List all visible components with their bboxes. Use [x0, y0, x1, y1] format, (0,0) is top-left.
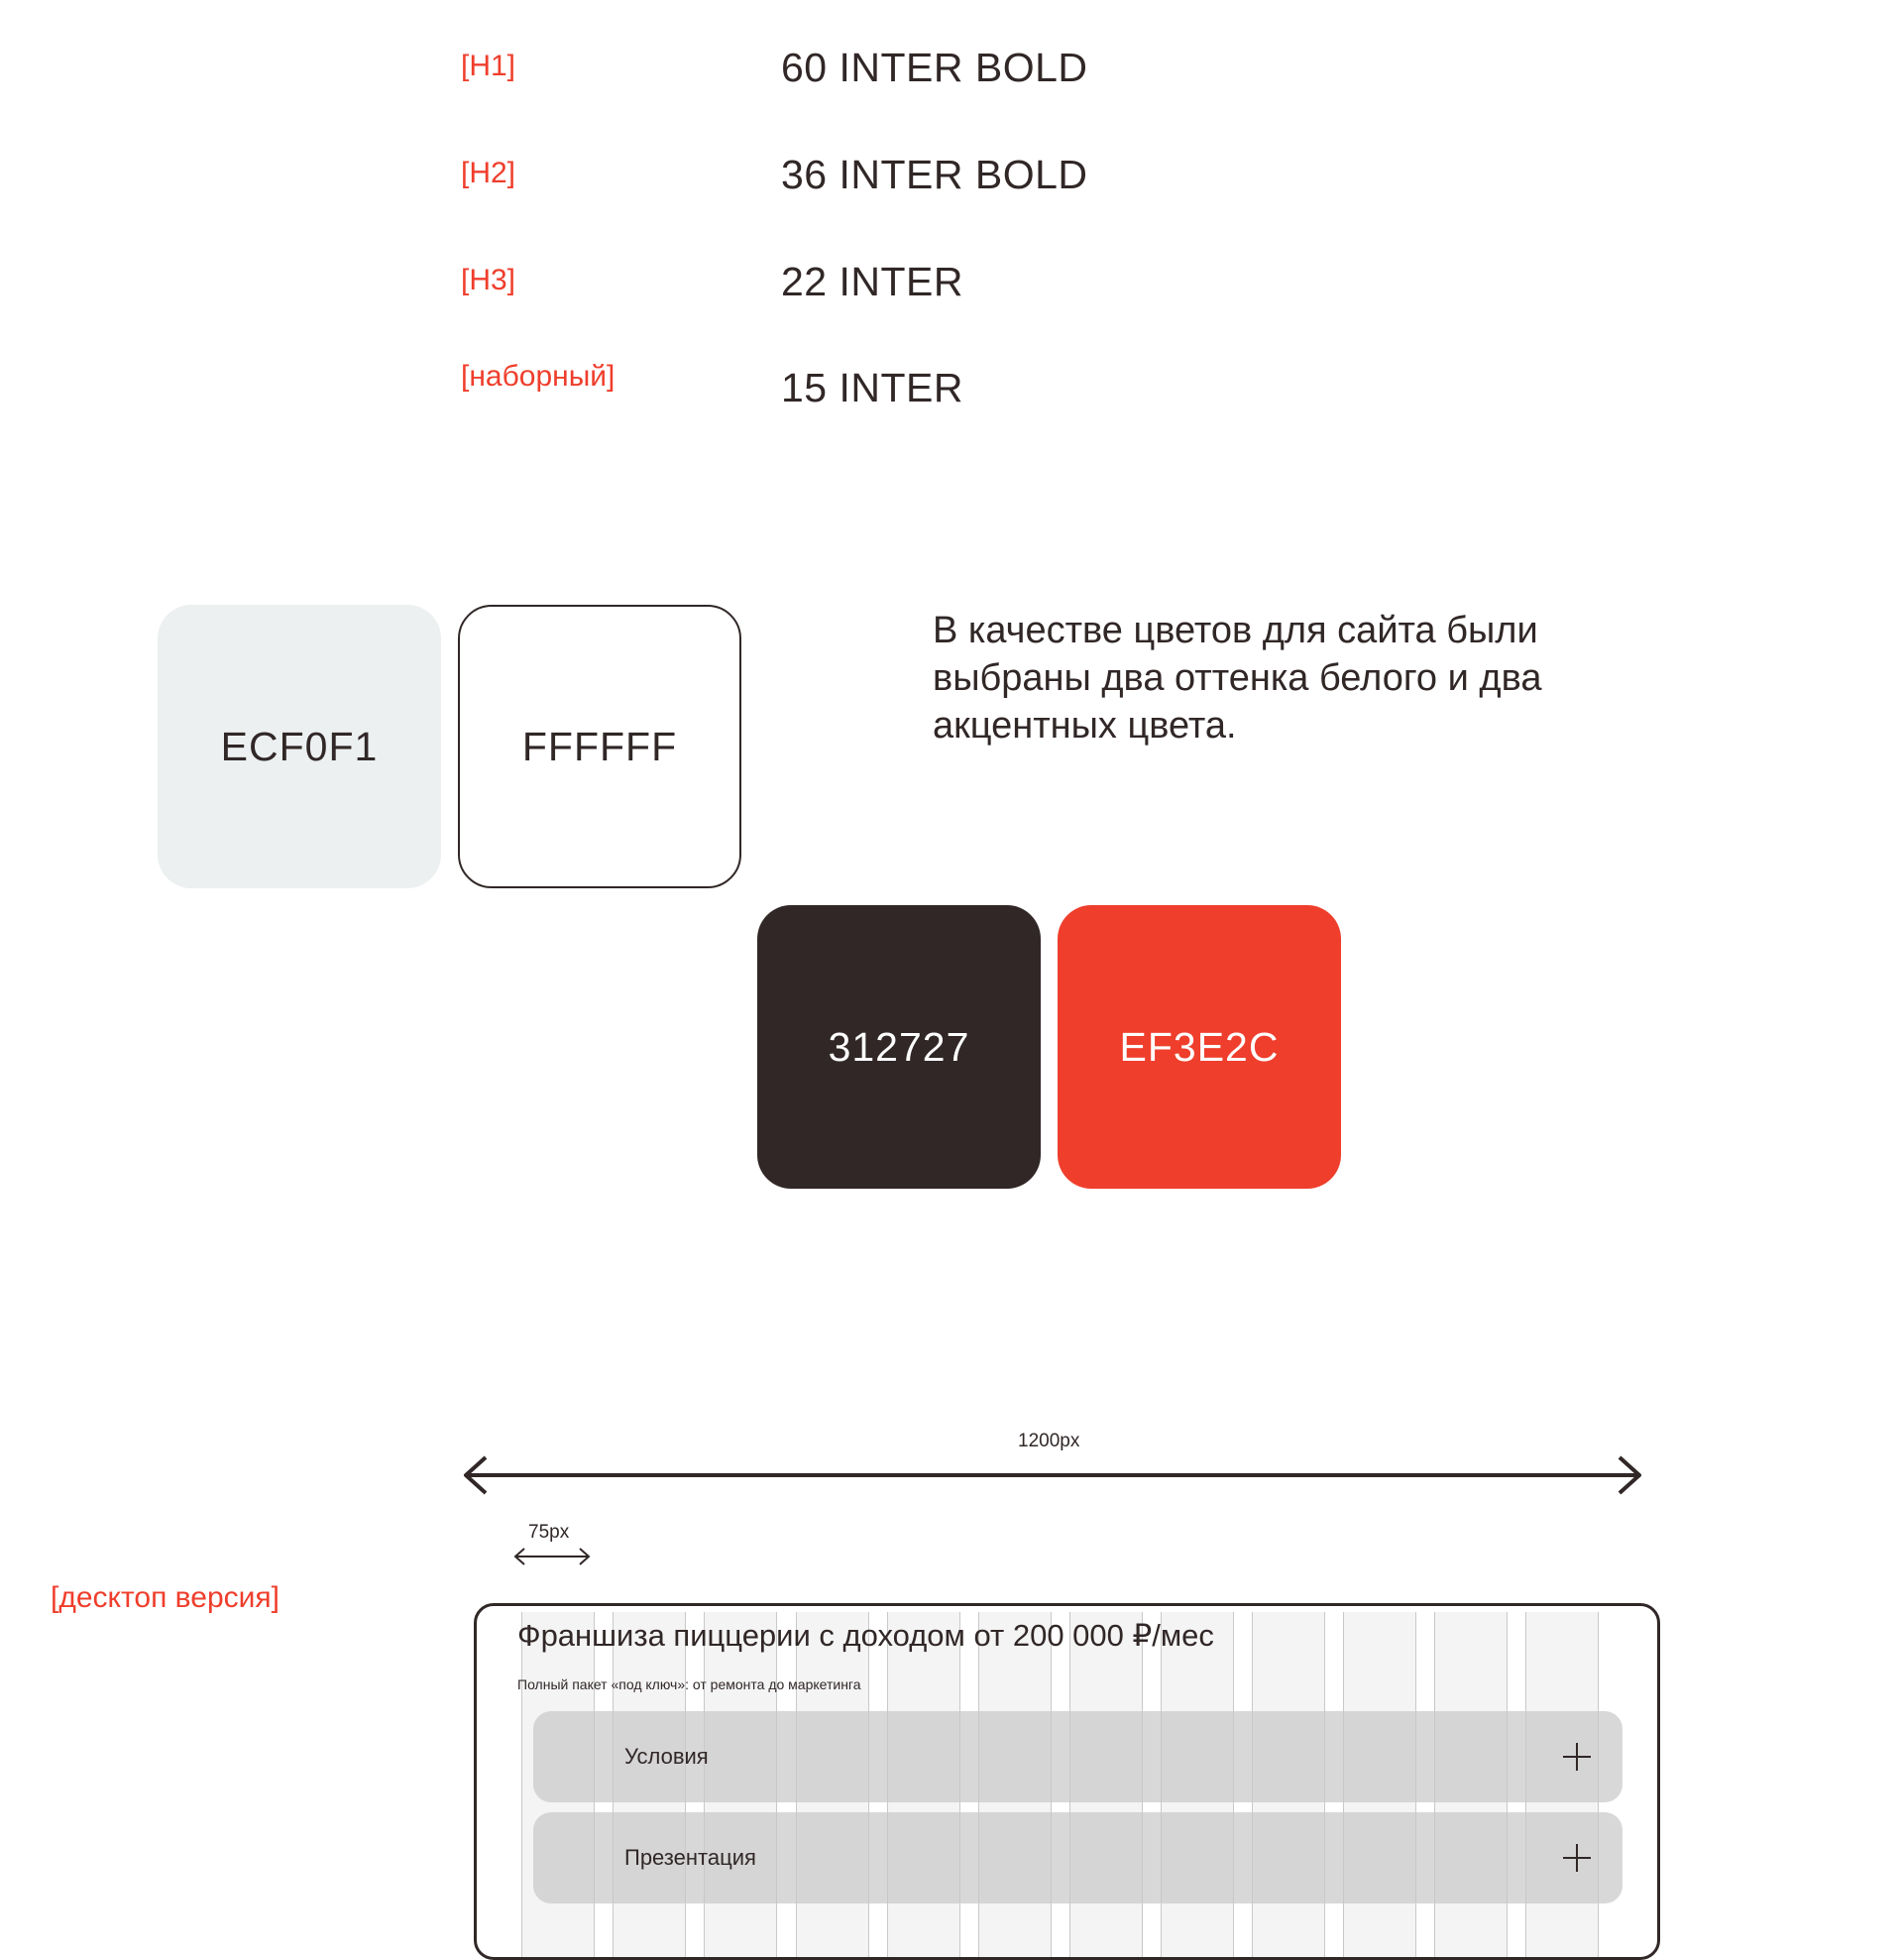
- accordion-label: Презентация: [624, 1845, 756, 1870]
- swatch-label: FFFFFF: [521, 723, 678, 769]
- desktop-frame: [474, 1603, 1660, 1960]
- swatch-label: 312727: [828, 1023, 970, 1070]
- swatch-ecf0f1: [158, 605, 441, 888]
- tag-body: [наборный]: [461, 360, 616, 393]
- swatch-312727: [757, 905, 1041, 1189]
- tag-h3: [H3]: [461, 264, 516, 296]
- spec-body: 15 INTER: [781, 365, 963, 410]
- swatch-ef3e2c: [1058, 905, 1341, 1189]
- accordion-label: Условия: [624, 1744, 709, 1769]
- hero-subtitle: Полный пакет «под ключ»: от ремонта до маркетинга: [517, 1676, 861, 1692]
- tag-h1: [H1]: [461, 50, 516, 82]
- tag-h2: [H2]: [461, 157, 516, 189]
- spec-h2: 36 INTER BOLD: [781, 152, 1088, 197]
- swatch-label: ECF0F1: [220, 723, 379, 769]
- accordion-item-presentation[interactable]: [533, 1812, 1623, 1903]
- accordion-item-conditions[interactable]: [533, 1711, 1623, 1802]
- spec-h1: 60 INTER BOLD: [781, 45, 1088, 90]
- plus-icon[interactable]: [1563, 1844, 1591, 1872]
- hero-title: Франшиза пиццерии с доходом от 200 000 ₽/мес: [517, 1618, 1214, 1653]
- column-arrow-icon: [512, 1545, 592, 1568]
- plus-icon[interactable]: [1563, 1743, 1591, 1771]
- swatch-ffffff: [458, 605, 741, 888]
- section-tag-desktop: [десктоп версия]: [51, 1581, 280, 1614]
- spec-h3: 22 INTER: [781, 259, 963, 304]
- swatch-label: EF3E2C: [1119, 1023, 1280, 1070]
- width-label: 1200px: [1018, 1431, 1080, 1451]
- column-label: 75px: [528, 1522, 570, 1543]
- width-arrow-icon: [460, 1453, 1645, 1497]
- color-description: В качестве цветов для сайта были выбраны два оттенка белого и два акцентных цвета.: [933, 610, 1542, 747]
